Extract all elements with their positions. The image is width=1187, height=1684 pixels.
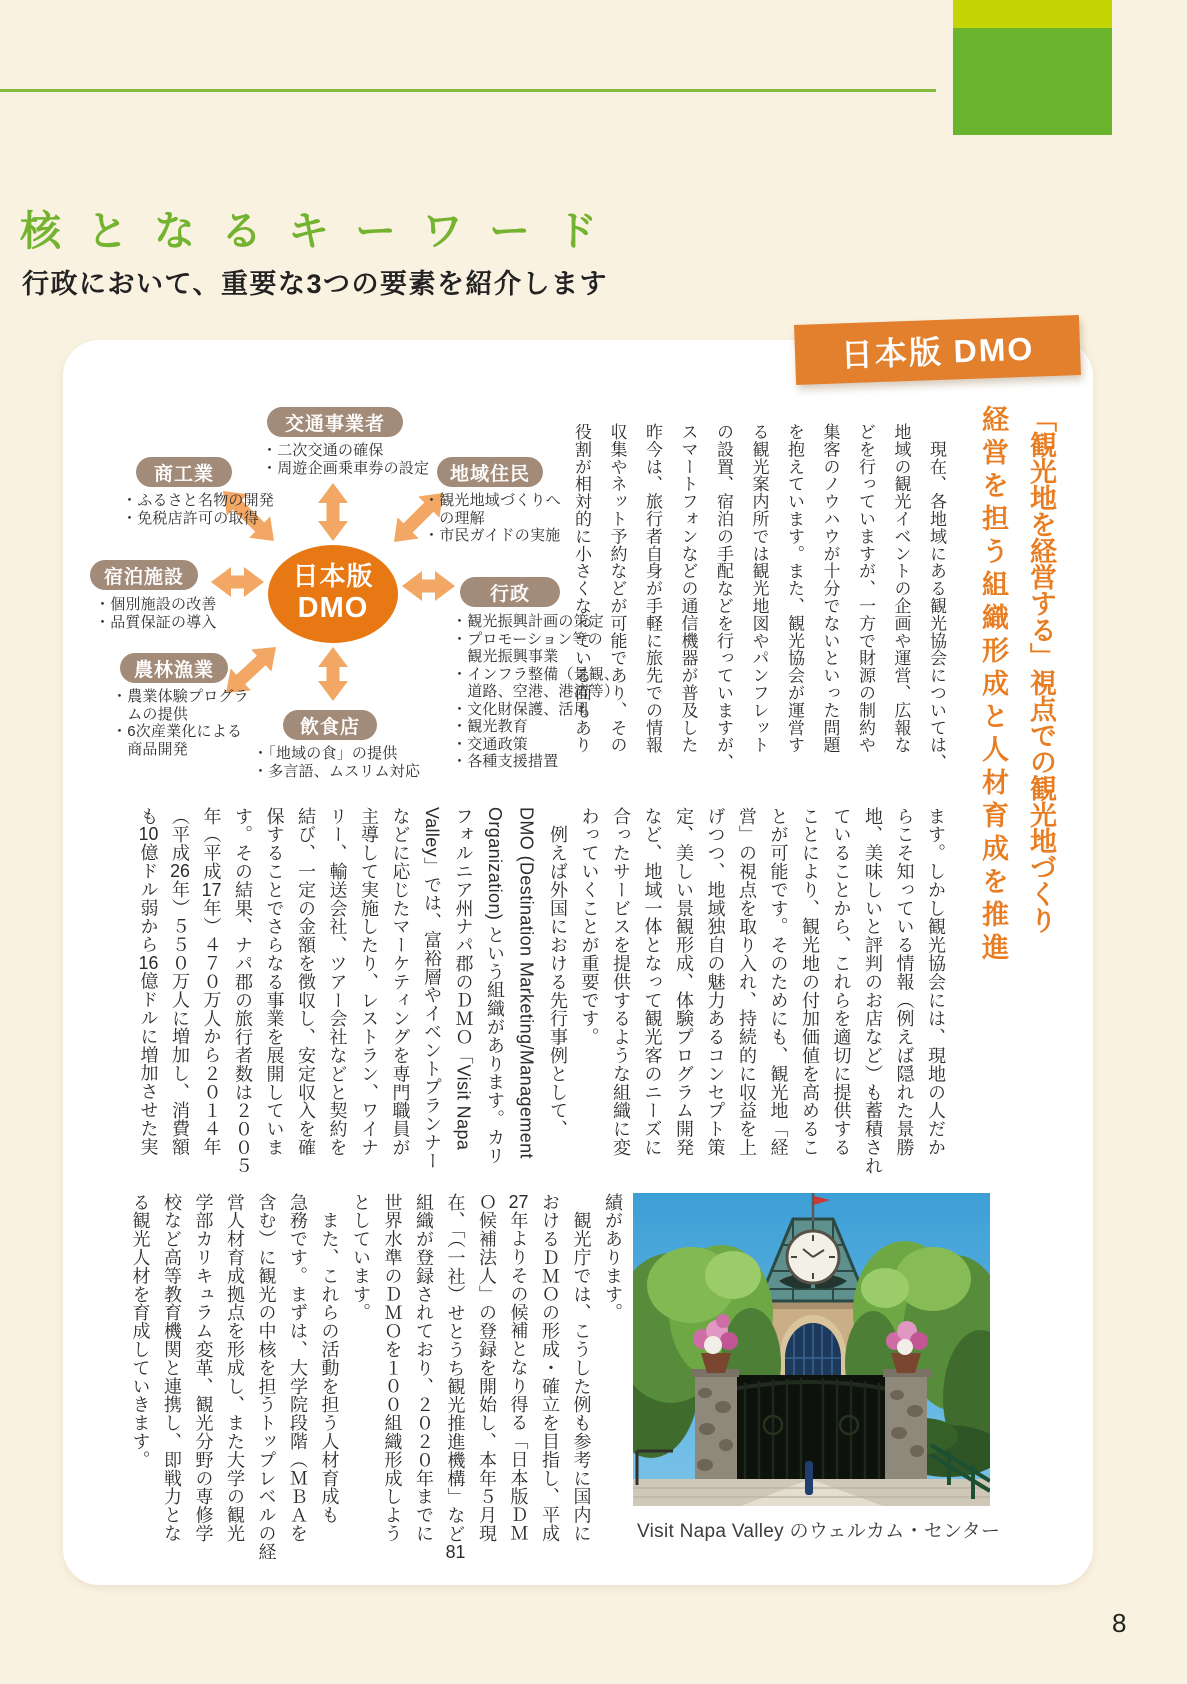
vertical-text-column: 営」の視点を取り入れ、持続的に収益を上 (737, 807, 757, 1157)
vertical-text-column: の設置、宿泊の手配などを行っていますが、 (714, 423, 733, 771)
diagram-node-pill-shoko: 商工業 (136, 457, 232, 487)
double-arrow (226, 647, 276, 693)
vertical-text-column: す。その結果、ナパ郡の旅行者数は２００５ (233, 807, 253, 1175)
diagram-node-bullets-norin (112, 688, 249, 758)
bullet-line: ・6次産業化による (112, 723, 243, 740)
vertical-text-column: 急務です。まずは、大学院段階（ＭＢＡを (288, 1193, 308, 1543)
vertical-text-column: DMO (Destination Marketing/Management (516, 807, 537, 1159)
bullet-line: ・ふるさと名物の開発 (122, 492, 275, 509)
diagram-center-ellipse (268, 545, 398, 643)
diagram-node-bullets-shoko (122, 492, 274, 527)
vertical-text-column: 27年よりその候補となり得る「日本版ＤＭ (508, 1193, 529, 1543)
bullet-line: ・多言語、ムスリム対応 (253, 762, 421, 780)
vertical-text-column: 組織が登録されており、２０２０年までに (414, 1193, 434, 1543)
diagram-node-pill-norin: 農林漁業 (120, 653, 228, 683)
photo-caption: Visit Napa Valley のウェルカム・センター (637, 1521, 1001, 1542)
vertical-text-column: ていることから、これらを適切に提供する (831, 807, 852, 1157)
vertical-text-column: 例えば外国における先行事例として、 (548, 807, 568, 1139)
vertical-text-column: 結び、一定の金額を徴収し、安定収入を確 (296, 807, 316, 1157)
vertical-text-column: リー、輸送会社、ツアー会社などと契約を (327, 807, 348, 1157)
vertical-text-column: 地、美味しいと評判のお店など）も蓄積され (863, 807, 883, 1175)
vertical-text-column: 保することでさらなる事業を展開していま (264, 807, 285, 1157)
photo-bollard (805, 1461, 813, 1495)
bullet-line: ・プロモーション等の (452, 630, 603, 648)
vertical-text-column: を抱えています。また、観光協会が運営す (785, 423, 804, 754)
vertical-text-column: る観光案内所では観光地図やパンフレット (749, 423, 769, 754)
vertical-text-column: 昨今は、旅行者自身が手軽に旅先での情報 (643, 423, 662, 754)
article-middle-text (126, 807, 946, 1175)
diagram-node-pill-inshoku: 飲食店 (283, 710, 377, 740)
article-bottom-text (118, 1193, 622, 1567)
vertical-text-column: る観光人材を育成していきます。 (130, 1193, 151, 1469)
bullet-line: ・「地域の食」の提供 (253, 745, 398, 762)
vertical-text-column: 年（平成17年）４７０万人から２０１４年 (201, 807, 222, 1157)
vertical-text-column: （平成26年）５５０万人に増加し、消費額 (170, 807, 190, 1157)
vertical-text-column: スマートフォンなどの通信機器が普及した (678, 423, 698, 754)
bullet-line: ・各種支援措置 (452, 753, 559, 770)
vertical-text-column: おけるＤＭＯの形成・確立を目指し、平成 (540, 1193, 560, 1543)
vertical-text-column: 収集やネット予約などが可能であり、その (607, 423, 627, 754)
vertical-text-column: ことにより、観光地の付加価値を高めるこ (800, 807, 820, 1157)
diagram-node-pill-chiiki: 地域住民 (437, 457, 543, 487)
vertical-text-column: 地域の観光イベントの企画や運営、広報な (891, 423, 911, 754)
diagram-node-bullets-inshoku (253, 745, 420, 780)
vertical-text-column: また、これらの活動を担う人材育成も (319, 1193, 340, 1525)
vertical-text-column: 集客のノウハウが十分でないといった問題 (820, 423, 840, 754)
vertical-text-column: フォルニア州ナパ郡のＤＭＯ「Visit Napa (453, 807, 474, 1151)
double-arrow (402, 571, 455, 601)
bullet-line: 道路、空港、港湾等） (452, 683, 620, 700)
vertical-text-column: とが可能です。そのためにも、観光地「経 (768, 807, 789, 1157)
vertical-text-column: 現在、各地域にある観光協会については、 (927, 423, 946, 771)
vertical-text-column: 主導して実施したり、レストラン、ワイナ (359, 807, 379, 1157)
bullet-line: ・観光教育 (452, 718, 529, 735)
bullet-line: ・農業体験プログラ (112, 688, 249, 705)
bullet-line: ・二次交通の確保 (262, 442, 384, 459)
double-arrow (318, 647, 348, 701)
vertical-text-column: らこそ知っている情報（例えば隠れた景勝 (894, 807, 915, 1157)
ribbon-label: 日本版 DMO (840, 330, 1035, 374)
diagram-node-pill-shukuhaku: 宿泊施設 (90, 560, 198, 590)
bullet-line: ・市民ガイドの実施 (424, 527, 561, 544)
vertical-text-column: 績があります。 (603, 1193, 623, 1322)
bullet-line: ・免税店許可の取得 (122, 509, 259, 527)
center-label-line2: DMO (297, 592, 369, 625)
napa-valley-photo (633, 1193, 990, 1506)
bullet-line: ・個別施設の改善 (95, 596, 217, 613)
vertical-text-column: などに応じたマーケティングを専門職員が (390, 807, 411, 1157)
bullet-line: の理解 (424, 509, 485, 527)
vertical-text-column: 役割が相対的に小さくなっている面もあり (572, 423, 591, 754)
bullet-line: ・交通政策 (452, 735, 529, 753)
vertical-text-column: 合ったサービスを提供するような組織に変 (611, 807, 631, 1157)
vertical-text-column: どを行っていますが、一方で財源の制約や (856, 423, 875, 754)
vertical-text-column: 定、美しい景観形成、体験プログラム開発 (674, 807, 694, 1157)
vertical-text-column: 在、「（一社）せとうち観光推進機構」など81 (445, 1193, 466, 1561)
article-intro-text (555, 423, 946, 775)
vertical-text-column: としています。 (351, 1193, 371, 1322)
page-number: 8 (1112, 1608, 1127, 1638)
vertical-text-column: など、地域一体となって観光客のニーズに (642, 807, 663, 1157)
center-label-line1: 日本版 (292, 561, 374, 592)
bullet-line: ・文化財保護、活用 (452, 700, 589, 718)
bullet-line: 商品開発 (112, 740, 189, 758)
vertical-text-column: 経営を担う組織形成と人材育成を推進 (978, 405, 1008, 966)
content-card (63, 330, 1093, 1585)
vertical-text-column: ます。しかし観光協会には、現地の人だか (926, 807, 946, 1157)
vertical-text-column: 世界水準のＤＭＯを１００組織形成しよう (382, 1193, 403, 1543)
bullet-line: ・観光振興計画の策定 (452, 613, 605, 630)
bullet-line: ・インフラ整備（景観、 (452, 665, 620, 683)
vertical-text-column: Ｏ候補法人」の登録を開始し、本年５月現 (477, 1193, 497, 1543)
page-subtitle: 行政において、重要な3つの要素を紹介します (22, 269, 608, 299)
double-arrow (211, 567, 264, 597)
bullet-line: ・観光地域づくりへ (424, 492, 561, 509)
vertical-text-column: Valley」では、富裕層やイベントプランナー (422, 807, 442, 1170)
article-headline (958, 405, 1054, 967)
deco-square-green (953, 28, 1112, 135)
bullet-line: ・品質保証の導入 (95, 613, 217, 631)
deco-square-light-green (953, 0, 1112, 28)
top-rule-line (0, 89, 936, 92)
bullet-line: ムの提供 (112, 705, 189, 723)
vertical-text-column: 営人材育成拠点を形成し、また大学の観光 (225, 1193, 245, 1543)
vertical-text-column: 校など高等教育機関と連携し、即戦力とな (162, 1193, 182, 1543)
page-title: 核となるキーワード (20, 208, 623, 254)
bullet-line: ・周遊企画乗車券の設定 (262, 459, 430, 477)
napa-photo-illustration (633, 1193, 990, 1506)
diagram-node-bullets-kotsu (262, 442, 429, 477)
bullet-line: 観光振興事業 (452, 648, 559, 665)
double-arrow (318, 483, 348, 541)
vertical-text-column: 含む）に観光の中核を担うトップレベルの経 (256, 1193, 277, 1561)
vertical-text-column: も10億ドル弱から16億ドルに増加させた実 (138, 807, 159, 1156)
diagram-node-bullets-chiiki (424, 492, 561, 545)
vertical-text-column: Organization) という組織があります。カリ (485, 807, 505, 1165)
vertical-text-column: 学部カリキュラム変革、観光分野の専修学 (193, 1193, 214, 1543)
vertical-text-column: 「観光地を経営する」視点での観光地づくり (1026, 405, 1056, 934)
ribbon-tab (794, 315, 1081, 385)
vertical-text-column: げつつ、地域独自の魅力あるコンセプト策 (705, 807, 726, 1157)
diagram-node-bullets-shukuhaku (95, 596, 217, 631)
vertical-text-column: 観光庁では、こうした例も参考に国内に (571, 1193, 592, 1543)
diagram-node-pill-gyosei: 行政 (460, 577, 560, 607)
diagram-node-pill-kotsu: 交通事業者 (267, 407, 403, 437)
vertical-text-column: わっていくことが重要です。 (579, 807, 600, 1047)
